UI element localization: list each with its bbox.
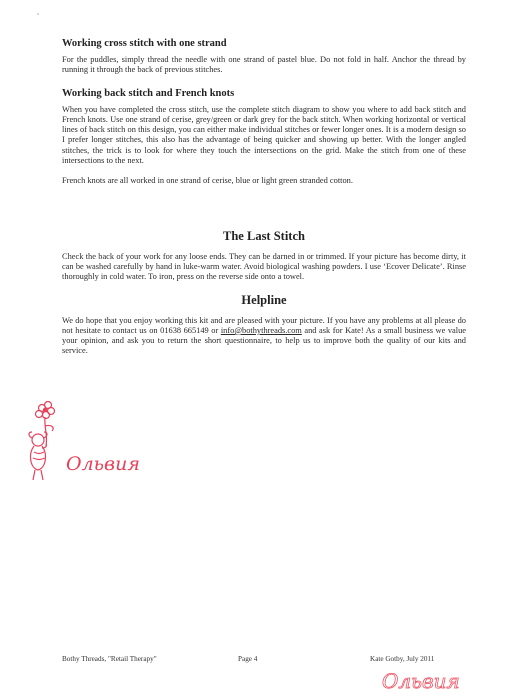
- cross-stitch-body: For the puddles, simply thread the needle with one strand of pastel blue. Do not fold in half. Anchor the thread by running it through the back of previous stitches.: [62, 55, 466, 75]
- watermark-text: Ольвия: [382, 669, 460, 693]
- flower-girl-icon: [29, 402, 55, 481]
- helpline-text-2: and ask for Kate! As a small business we value your opinion, and ask you to return the short questionnaire, to help us to improve both the quality of our kits and service.: [62, 325, 466, 356]
- back-stitch-section: [62, 88, 466, 187]
- back-stitch-heading: Working back stitch and French knots: [62, 87, 235, 99]
- olvia-logo-text: Ольвия: [66, 453, 140, 475]
- last-stitch-section: [62, 229, 466, 283]
- last-stitch-body: Check the back of your work for any loose ends. They can be darned in or trimmed. If your picture has become dirty, it can be washed carefully by hand in luke-warm water. Avoid biological washing powders. I use ‘Ecover Delicate’. Rinse thoroughly in cold water. To iron, press on the reverse side onto a towel.: [62, 251, 466, 282]
- cross-stitch-heading: Working cross stitch with one strand: [62, 38, 227, 49]
- last-stitch-heading: The Last Stitch: [223, 228, 305, 243]
- document-content: [62, 38, 466, 357]
- back-stitch-body: When you have completed the cross stitch, use the complete stitch diagram to show you where to add back stitch and French knots. Use one strand of cerise, grey/green or dark grey for the back stitch. When working horizontal or vertical lines of back stitch on this design, you can either make individual stitches or fewer longer ones. It is a modern design so I prefer longer stitches, this also has the advantage of being quicker and showing up better. With the longer angled stitches, the trick is to look for where they touch the intersections on the grid. Make the stitch from one of these intersections to the next.: [62, 104, 466, 166]
- footer-page-number: Page 4: [238, 655, 258, 663]
- helpline-text-1: We do hope that you enjoy working this kit and are pleased with your picture. If you have any problems at all please do not hesitate to contact us on 01638 665149 or: [62, 315, 466, 335]
- email-link[interactable]: info@bothythreads.com: [220, 325, 302, 335]
- page-footer: [62, 655, 442, 667]
- footer-left: Bothy Threads, "Retail Therapy": [62, 655, 157, 663]
- olvia-logo: [22, 396, 162, 488]
- olvia-watermark: [378, 668, 502, 694]
- cross-stitch-section: [62, 38, 466, 76]
- helpline-body: [62, 316, 466, 357]
- helpline-section: [62, 293, 466, 357]
- french-knots-body: French knots are all worked in one strand of cerise, blue or light green stranded cotton.: [62, 176, 353, 186]
- footer-right: Kate Gotby, July 2011: [370, 655, 435, 663]
- helpline-heading: Helpline: [241, 292, 287, 307]
- corner-mark: ᵃ: [37, 11, 39, 19]
